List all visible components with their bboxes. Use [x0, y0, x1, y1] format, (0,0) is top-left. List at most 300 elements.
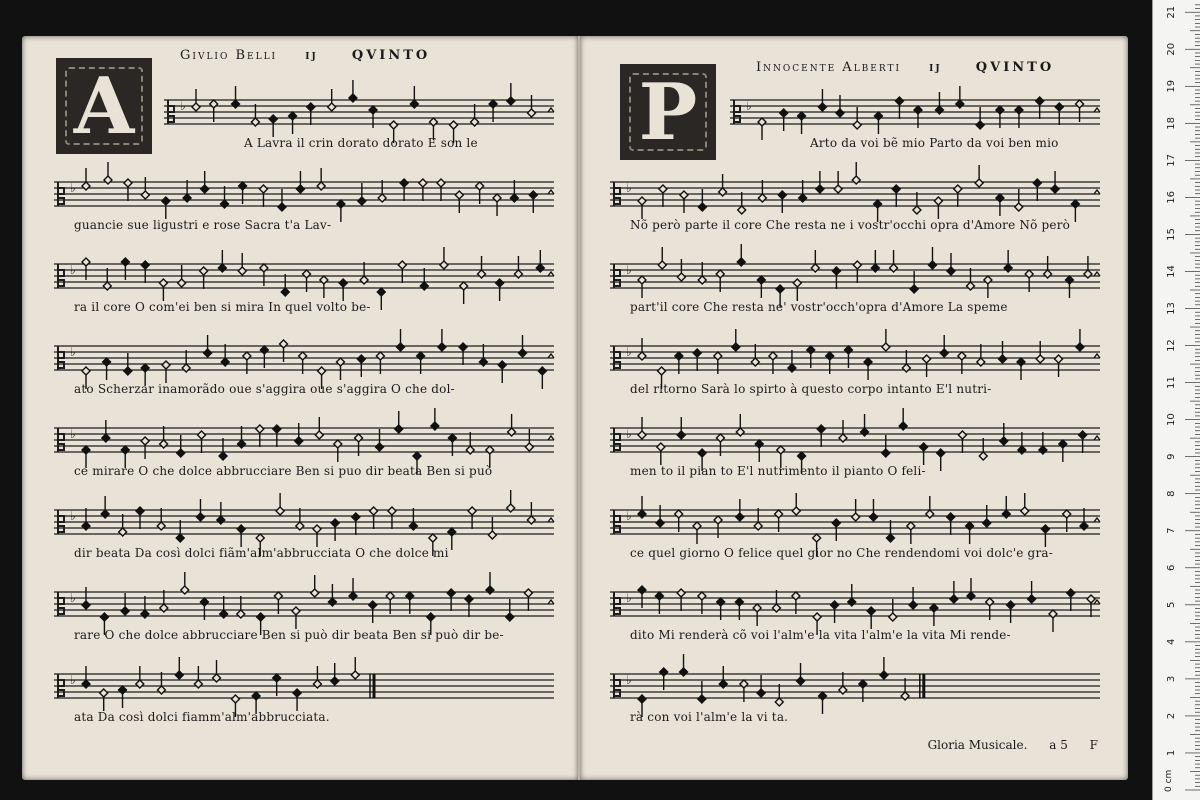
lyric-line: part'il core Che resta ne' vostr'occh'opra d'Amore La speme — [630, 300, 1008, 314]
note-icon — [273, 425, 281, 447]
c-clef-icon — [614, 428, 620, 452]
note-icon — [468, 507, 476, 529]
music-staff — [730, 92, 1100, 132]
note-icon — [737, 244, 745, 266]
note-icon — [975, 165, 983, 187]
lyric-line: Arto da voi bẽ mio Parto da voi ben mio — [810, 136, 1059, 150]
note-icon — [754, 508, 762, 530]
page-footer — [910, 738, 1098, 752]
note-icon — [104, 162, 112, 184]
note-icon — [680, 191, 688, 213]
note-icon — [947, 513, 955, 535]
staff-notation — [54, 584, 554, 624]
ruler-label: 17 — [1166, 154, 1177, 167]
staff-notation — [54, 666, 554, 706]
note-icon — [1036, 97, 1044, 119]
note-icon — [966, 268, 974, 290]
note-icon — [638, 338, 646, 360]
voice-part: QVINTO — [975, 60, 1055, 75]
note-icon — [638, 496, 646, 518]
staff-notation — [610, 502, 1100, 542]
note-icon — [769, 352, 777, 374]
note-icon — [417, 352, 425, 374]
note-icon — [395, 411, 403, 433]
flat-sign-icon: ♭ — [70, 673, 76, 687]
page-header — [756, 60, 1054, 75]
note-icon — [159, 279, 167, 301]
note-icon — [758, 180, 766, 202]
decorated-initial — [620, 64, 716, 160]
note-icon — [1007, 601, 1015, 623]
note-icon — [409, 508, 417, 530]
note-icon — [966, 522, 974, 544]
note-icon — [496, 279, 504, 301]
note-icon — [320, 276, 328, 298]
note-icon — [448, 528, 456, 550]
note-icon — [895, 97, 903, 119]
note-icon — [280, 340, 288, 362]
note-icon — [103, 268, 111, 290]
note-icon — [119, 686, 127, 708]
note-icon — [892, 185, 900, 207]
note-icon — [979, 438, 987, 460]
note-icon — [355, 434, 363, 456]
left-page — [22, 36, 578, 780]
note-icon — [1079, 431, 1087, 453]
note-icon — [370, 507, 378, 529]
ruler-label: 6 — [1166, 564, 1177, 571]
flat-sign-icon: ♭ — [70, 263, 76, 277]
flat-sign-icon: ♭ — [70, 591, 76, 605]
note-icon — [714, 516, 722, 538]
note-icon — [162, 361, 170, 383]
note-icon — [984, 276, 992, 298]
note-icon — [398, 261, 406, 283]
note-icon — [281, 274, 289, 296]
note-icon — [755, 440, 763, 462]
right-page — [580, 36, 1128, 780]
c-clef-icon — [614, 674, 620, 698]
decorated-initial — [56, 58, 152, 154]
ruler-label: 11 — [1166, 376, 1177, 389]
ruler-label: 15 — [1166, 228, 1177, 241]
c-clef-icon — [168, 100, 174, 124]
note-icon — [136, 507, 144, 529]
note-icon — [489, 100, 497, 122]
note-icon — [659, 185, 667, 207]
note-icon — [954, 185, 962, 207]
lyric-line: ata Da così dolci fiamm'alm'abbrucciata. — [74, 710, 330, 724]
note-icon — [157, 508, 165, 530]
flat-sign-icon: ♭ — [70, 181, 76, 195]
note-icon — [210, 100, 218, 122]
note-icon — [1055, 355, 1063, 377]
note-icon — [934, 197, 942, 219]
note-icon — [303, 270, 311, 292]
note-icon — [377, 288, 385, 310]
note-icon — [902, 350, 910, 372]
note-icon — [237, 525, 245, 547]
note-icon — [479, 344, 487, 366]
ruler-label: 16 — [1166, 191, 1177, 204]
note-icon — [273, 674, 281, 696]
note-icon — [299, 352, 307, 374]
note-icon — [677, 589, 685, 611]
note-icon — [213, 660, 221, 682]
ruler-label: 9 — [1166, 453, 1177, 460]
note-icon — [524, 589, 532, 611]
note-icon — [792, 592, 800, 614]
note-icon — [861, 414, 869, 436]
flat-sign-icon: ♭ — [626, 263, 632, 277]
ruler-label: 12 — [1166, 339, 1177, 352]
note-icon — [238, 426, 246, 448]
note-icon — [996, 106, 1004, 128]
c-clef-icon — [58, 428, 64, 452]
flat-sign-icon: ♭ — [626, 509, 632, 523]
note-icon — [378, 180, 386, 202]
flat-sign-icon: ♭ — [180, 99, 186, 113]
note-icon — [839, 420, 847, 442]
note-icon — [831, 601, 839, 623]
note-icon — [926, 496, 934, 518]
flat-sign-icon: ♭ — [70, 345, 76, 359]
note-icon — [714, 352, 722, 374]
flat-sign-icon: ♭ — [626, 345, 632, 359]
note-icon — [455, 191, 463, 213]
flat-sign-icon: ♭ — [70, 427, 76, 441]
note-icon — [1071, 200, 1079, 222]
note-icon — [1015, 106, 1023, 128]
note-icon — [176, 520, 184, 542]
note-icon — [1055, 103, 1063, 125]
music-staff — [610, 666, 1100, 706]
note-icon — [269, 115, 277, 137]
note-icon — [977, 344, 985, 366]
note-icon — [719, 666, 727, 688]
note-icon — [406, 592, 414, 614]
note-icon — [486, 572, 494, 594]
note-icon — [440, 247, 448, 269]
note-icon — [757, 276, 765, 298]
note-icon — [274, 592, 282, 614]
note-icon — [1059, 440, 1067, 462]
composer-name: Innocente Alberti — [756, 60, 902, 75]
note-icon — [466, 432, 474, 454]
ruler-label: 3 — [1166, 675, 1177, 683]
note-icon — [775, 510, 783, 532]
lyric-line: dir beata Da così dolci fiãm'alm'abbrucciata O che dolce mi — [74, 546, 449, 560]
note-icon — [807, 346, 815, 368]
note-icon — [397, 329, 405, 351]
note-icon — [839, 672, 847, 694]
music-staff — [610, 502, 1100, 542]
note-icon — [886, 520, 894, 542]
flat-sign-icon: ♭ — [746, 99, 752, 113]
note-icon — [101, 496, 109, 518]
c-clef-icon — [58, 510, 64, 534]
note-icon — [937, 449, 945, 471]
note-icon — [260, 264, 268, 286]
note-icon — [400, 179, 408, 201]
note-icon — [336, 358, 344, 380]
note-icon — [124, 179, 132, 201]
staff-notation — [610, 584, 1100, 624]
note-icon — [848, 584, 856, 606]
note-icon — [1067, 589, 1075, 611]
page-mark: ij — [305, 48, 318, 63]
note-icon — [220, 596, 228, 618]
note-icon — [864, 358, 872, 380]
signature-mark: a 5 — [1049, 738, 1068, 752]
note-icon — [675, 352, 683, 374]
staff-notation — [54, 420, 554, 460]
note-icon — [289, 112, 297, 134]
note-icon — [907, 522, 915, 544]
c-clef-icon — [58, 592, 64, 616]
note-icon — [923, 355, 931, 377]
note-icon — [1087, 595, 1095, 617]
note-icon — [339, 279, 347, 301]
note-icon — [717, 598, 725, 620]
note-icon — [448, 434, 456, 456]
note-icon — [536, 250, 544, 272]
note-icon — [986, 598, 994, 620]
note-icon — [817, 425, 825, 447]
note-icon — [317, 168, 325, 190]
note-icon — [538, 367, 546, 389]
note-icon — [660, 668, 668, 690]
ruler-label: 4 — [1166, 638, 1177, 646]
note-icon — [716, 434, 724, 456]
note-icon — [337, 200, 345, 222]
note-icon — [698, 262, 706, 284]
note-icon — [719, 174, 727, 196]
note-icon — [958, 352, 966, 374]
note-icon — [420, 268, 428, 290]
note-icon — [136, 666, 144, 688]
lyric-line: ra il core O com'ei ben si mira In quel volto be- — [74, 300, 371, 314]
note-icon — [103, 358, 111, 380]
note-icon — [507, 490, 515, 512]
note-icon — [313, 525, 321, 547]
page-mark: ij — [929, 60, 942, 75]
note-icon — [899, 408, 907, 430]
music-staff — [610, 420, 1100, 460]
note-icon — [349, 578, 357, 600]
note-icon — [859, 680, 867, 702]
note-icon — [183, 180, 191, 202]
note-icon — [200, 598, 208, 620]
lyric-line: Nõ però parte il core Che resta ne i vostr'occhi opra d'Amore Nõ però — [630, 218, 1071, 232]
note-icon — [655, 592, 663, 614]
note-icon — [930, 604, 938, 626]
note-icon — [200, 267, 208, 289]
note-icon — [311, 575, 319, 597]
note-icon — [237, 596, 245, 618]
note-icon — [357, 355, 365, 377]
note-icon — [832, 519, 840, 541]
note-icon — [471, 104, 479, 126]
note-icon — [219, 438, 227, 460]
note-icon — [198, 431, 206, 453]
note-icon — [1025, 270, 1033, 292]
note-icon — [792, 493, 800, 515]
note-icon — [901, 678, 909, 700]
note-icon — [693, 349, 701, 371]
note-icon — [935, 92, 943, 114]
note-icon — [510, 180, 518, 202]
note-icon — [352, 513, 360, 535]
ruler-label: 14 — [1166, 265, 1177, 278]
note-icon — [221, 186, 229, 208]
note-icon — [82, 666, 90, 688]
ruler-label: 1 — [1166, 749, 1177, 757]
c-clef-icon — [614, 182, 620, 206]
note-icon — [182, 350, 190, 372]
ruler-label: 13 — [1166, 302, 1177, 315]
note-icon — [680, 654, 688, 676]
note-icon — [508, 414, 516, 436]
c-clef-icon — [734, 100, 740, 124]
note-icon — [175, 657, 183, 679]
note-icon — [788, 350, 796, 372]
note-icon — [141, 261, 149, 283]
note-icon — [778, 191, 786, 213]
note-icon — [141, 437, 149, 459]
note-icon — [351, 657, 359, 679]
note-icon — [996, 194, 1004, 216]
staff-notation — [54, 338, 554, 378]
c-clef-icon — [614, 264, 620, 288]
note-icon — [121, 258, 129, 280]
note-icon — [369, 601, 377, 623]
staff-notation — [730, 92, 1100, 132]
note-icon — [498, 361, 506, 383]
staff-notation — [610, 338, 1100, 378]
ruler-label: 7 — [1166, 527, 1177, 534]
note-icon — [772, 590, 780, 612]
flat-sign-icon: ♭ — [626, 591, 632, 605]
lyric-line: A Lavra il crin dorato dorato E son le — [244, 136, 478, 150]
note-icon — [753, 604, 761, 626]
note-icon — [738, 192, 746, 214]
ruler-scale — [1153, 0, 1200, 800]
note-icon — [638, 586, 646, 608]
note-icon — [871, 250, 879, 272]
music-staff — [54, 666, 554, 706]
note-icon — [819, 692, 827, 714]
note-icon — [1084, 256, 1092, 278]
note-icon — [920, 443, 928, 465]
note-icon — [388, 507, 396, 529]
composer-name: Givlio Belli — [180, 48, 278, 63]
lyric-line: ato Scherzar inamorãdo oue s'aggira oue s'aggira O che dol- — [74, 382, 455, 396]
note-icon — [376, 352, 384, 374]
note-icon — [460, 282, 468, 304]
c-clef-icon — [58, 674, 64, 698]
initial-letter: P — [638, 66, 698, 158]
ruler-label: 19 — [1166, 79, 1177, 93]
staff-notation — [164, 92, 554, 132]
note-icon — [102, 420, 110, 442]
note-icon — [1021, 493, 1029, 515]
note-icon — [1002, 496, 1010, 518]
page-header — [180, 48, 430, 63]
c-clef-icon — [58, 182, 64, 206]
note-icon — [160, 426, 168, 448]
ruler-label: 2 — [1166, 712, 1177, 720]
measurement-ruler — [1152, 0, 1200, 800]
ruler-label: 8 — [1166, 490, 1177, 497]
note-icon — [693, 522, 701, 544]
note-icon — [1017, 358, 1025, 380]
note-icon — [657, 443, 665, 465]
note-icon — [493, 194, 501, 216]
note-icon — [160, 590, 168, 612]
note-icon — [360, 262, 368, 284]
note-icon — [1041, 525, 1049, 547]
note-icon — [967, 578, 975, 600]
note-icon — [1063, 510, 1071, 532]
music-staff — [54, 420, 554, 460]
note-icon — [736, 414, 744, 436]
note-icon — [331, 519, 339, 541]
music-staff — [54, 174, 554, 214]
c-clef-icon — [58, 346, 64, 370]
note-icon — [811, 250, 819, 272]
note-icon — [239, 182, 247, 204]
note-icon — [527, 502, 535, 524]
note-icon — [793, 279, 801, 301]
ruler-label: 18 — [1166, 116, 1177, 130]
note-icon — [638, 197, 646, 219]
note-icon — [217, 502, 225, 524]
note-icon — [100, 689, 108, 711]
note-icon — [507, 83, 515, 105]
note-icon — [880, 657, 888, 679]
c-clef-icon — [614, 592, 620, 616]
note-icon — [826, 352, 834, 374]
note-icon — [1076, 329, 1084, 351]
ruler-label: 5 — [1166, 601, 1177, 609]
lyric-line: men to il pian to E'l nutrimento il pianto O feli- — [630, 464, 926, 478]
note-icon — [735, 598, 743, 620]
note-icon — [1080, 508, 1088, 530]
note-icon — [119, 514, 127, 536]
note-icon — [256, 425, 264, 447]
note-icon — [1018, 432, 1026, 454]
music-staff — [610, 256, 1100, 296]
note-icon — [307, 103, 315, 125]
note-icon — [313, 666, 321, 688]
note-icon — [675, 510, 683, 532]
note-icon — [478, 256, 486, 278]
note-icon — [293, 689, 301, 711]
staff-notation — [54, 256, 554, 296]
c-clef-icon — [614, 346, 620, 370]
music-staff — [610, 584, 1100, 624]
note-icon — [260, 346, 268, 368]
note-icon — [798, 112, 806, 134]
note-icon — [740, 680, 748, 702]
note-icon — [410, 86, 418, 108]
note-icon — [775, 684, 783, 706]
note-icon — [419, 179, 427, 201]
note-icon — [476, 182, 484, 204]
note-icon — [232, 86, 240, 108]
note-icon — [956, 86, 964, 108]
